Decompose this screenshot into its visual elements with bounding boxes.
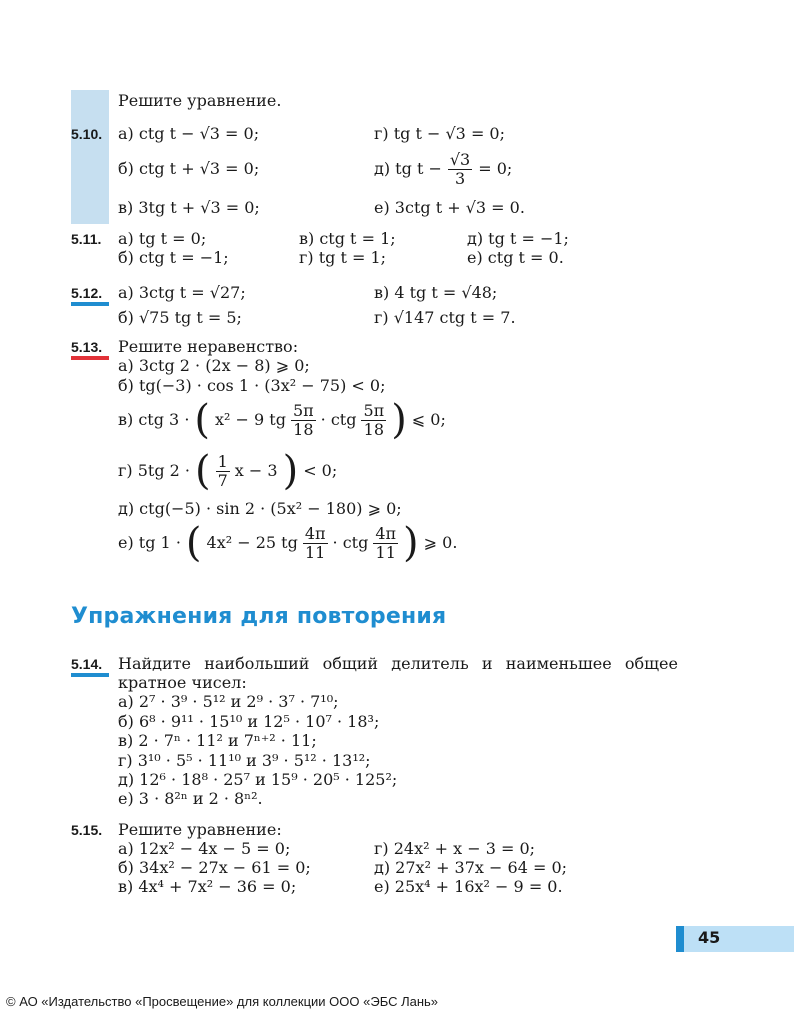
ex514-item: д) 12⁶ · 18⁸ · 25⁷ и 15⁹ · 20⁵ · 125²; [118,770,398,789]
ex514-title-line-2: кратное чисел: [118,673,247,692]
ex510-item-a: а) ctg t − √3 = 0; [118,124,260,143]
right-paren: ) [282,448,299,494]
right-paren: ) [391,397,407,443]
ex513-v-prefix: в) ctg 3 · [118,410,190,429]
ex515-item-d: д) 27x² + 37x − 64 = 0; [374,858,568,877]
ex512-item-v: в) 4 tg t = √48; [374,283,498,302]
ex515-title: Решите уравнение: [118,820,282,839]
page-number-marker [676,926,684,952]
page-number: 45 [698,928,721,947]
ex514-item: б) 6⁸ · 9¹¹ · 15¹⁰ и 12⁵ · 10⁷ · 18³; [118,712,380,731]
ex513-g-prefix: г) 5tg 2 · [118,461,190,480]
section-title: Упражнения для повторения [71,604,447,629]
fraction-denominator: 18 [363,419,385,439]
ex513-e-fraction-1 [303,525,328,562]
ex513-v-suffix: ⩽ 0; [411,410,446,429]
ex510-d-prefix: д) tg t − [374,159,442,178]
exercise-number-5-13: 5.13. [71,339,103,355]
fraction-numerator: 4π [375,523,397,543]
ex513-e-prefix: е) tg 1 · [118,533,181,552]
ex511-item-a: а) tg t = 0; [118,229,207,248]
ex514-title-line-1: Найдите наибольший общий делитель и наименьшее общее [118,654,678,673]
fraction-denominator: 3 [454,168,466,188]
exercise-sidebar-strip [71,90,109,224]
ex513-e-mid2: · ctg [332,533,369,552]
ex514-item: в) 2 · 7ⁿ · 11² и 7ⁿ⁺² · 11; [118,731,317,750]
ex513-item-a: а) 3ctg 2 · (2x − 8) ⩾ 0; [118,356,310,375]
fraction-denominator: 11 [375,542,396,562]
ex514-item: е) 3 · 8²ⁿ и 2 · 8ⁿ². [118,789,263,808]
ex513-item-g [118,449,337,493]
exercise-number-5-10: 5.10. [71,126,103,142]
instruction-text: Решите уравнение. [118,91,282,110]
ex511-item-v: в) ctg t = 1; [299,229,396,248]
fraction-numerator: 4π [304,523,326,543]
left-paren: ( [185,520,202,566]
level-underline-blue [71,673,109,677]
ex513-v-mid1: x² − 9 tg [215,410,286,429]
ex513-v-fraction-2 [361,402,386,439]
ex513-g-fraction [216,453,230,490]
ex513-e-mid1: 4x² − 25 tg [206,533,298,552]
level-underline-blue [71,302,109,306]
ex515-item-e: е) 25x⁴ + 16x² − 9 = 0. [374,877,563,896]
ex513-title: Решите неравенство: [118,337,299,356]
ex512-item-g: г) √147 ctg t = 7. [374,308,516,327]
ex514-item: а) 2⁷ · 3⁹ · 5¹² и 2⁹ · 3⁷ · 7¹⁰; [118,692,339,711]
ex510-item-g: г) tg t − √3 = 0; [374,124,505,143]
ex515-item-g: г) 24x² + x − 3 = 0; [374,839,536,858]
exercise-number-5-14: 5.14. [71,656,103,672]
left-paren: ( [194,397,211,443]
ex510-item-b: б) ctg t + √3 = 0; [118,159,260,178]
ex512-item-a: а) 3ctg t = √27; [118,283,246,302]
page-number-bar [676,926,794,952]
ex513-g-mid: x − 3 [234,461,278,480]
fraction-numerator: √3 [449,149,471,169]
ex513-item-v [118,398,446,442]
fraction-denominator: 7 [217,470,228,490]
ex511-item-g: г) tg t = 1; [299,248,387,267]
fraction-denominator: 18 [293,419,314,439]
level-underline-red [71,356,109,360]
fraction-numerator: 1 [217,451,228,471]
ex510-item-d [374,146,512,192]
ex510-item-v: в) 3tg t + √3 = 0; [118,198,260,217]
ex512-item-b: б) √75 tg t = 5; [118,308,242,327]
ex515-item-v: в) 4x⁴ + 7x² − 36 = 0; [118,877,297,896]
ex513-g-suffix: < 0; [303,461,338,480]
ex513-item-e [118,521,457,565]
exercise-number-5-12: 5.12. [71,285,103,301]
ex510-d-suffix: = 0; [478,159,513,178]
ex513-v-fraction-1 [291,402,316,439]
ex511-item-b: б) ctg t = −1; [118,248,229,267]
exercise-number-5-15: 5.15. [71,822,103,838]
ex511-item-d: д) tg t = −1; [467,229,569,248]
right-paren: ) [403,520,419,566]
copyright-notice: © АО «Издательство «Просвещение» для коллекции ООО «ЭБС Лань» [6,994,439,1009]
ex513-e-fraction-2 [373,525,398,562]
ex513-item-d: д) ctg(−5) · sin 2 · (5x² − 180) ⩾ 0; [118,499,402,518]
ex510-item-e: е) 3ctg t + √3 = 0. [374,198,525,217]
fraction-numerator: 5π [363,400,385,420]
left-paren: ( [195,448,211,494]
ex513-e-suffix: ⩾ 0. [423,533,458,552]
ex513-v-mid2: · ctg [320,410,357,429]
ex511-item-e: е) ctg t = 0. [467,248,564,267]
ex510-d-fraction [448,151,472,188]
fraction-denominator: 11 [305,542,326,562]
ex513-item-b: б) tg(−3) · cos 1 · (3x² − 75) < 0; [118,376,386,395]
ex514-item: г) 3¹⁰ · 5⁵ · 11¹⁰ и 3⁹ · 5¹² · 13¹²; [118,751,371,770]
ex515-item-a: а) 12x² − 4x − 5 = 0; [118,839,291,858]
fraction-numerator: 5π [292,400,314,420]
ex515-item-b: б) 34x² − 27x − 61 = 0; [118,858,311,877]
exercise-number-5-11: 5.11. [71,231,102,247]
